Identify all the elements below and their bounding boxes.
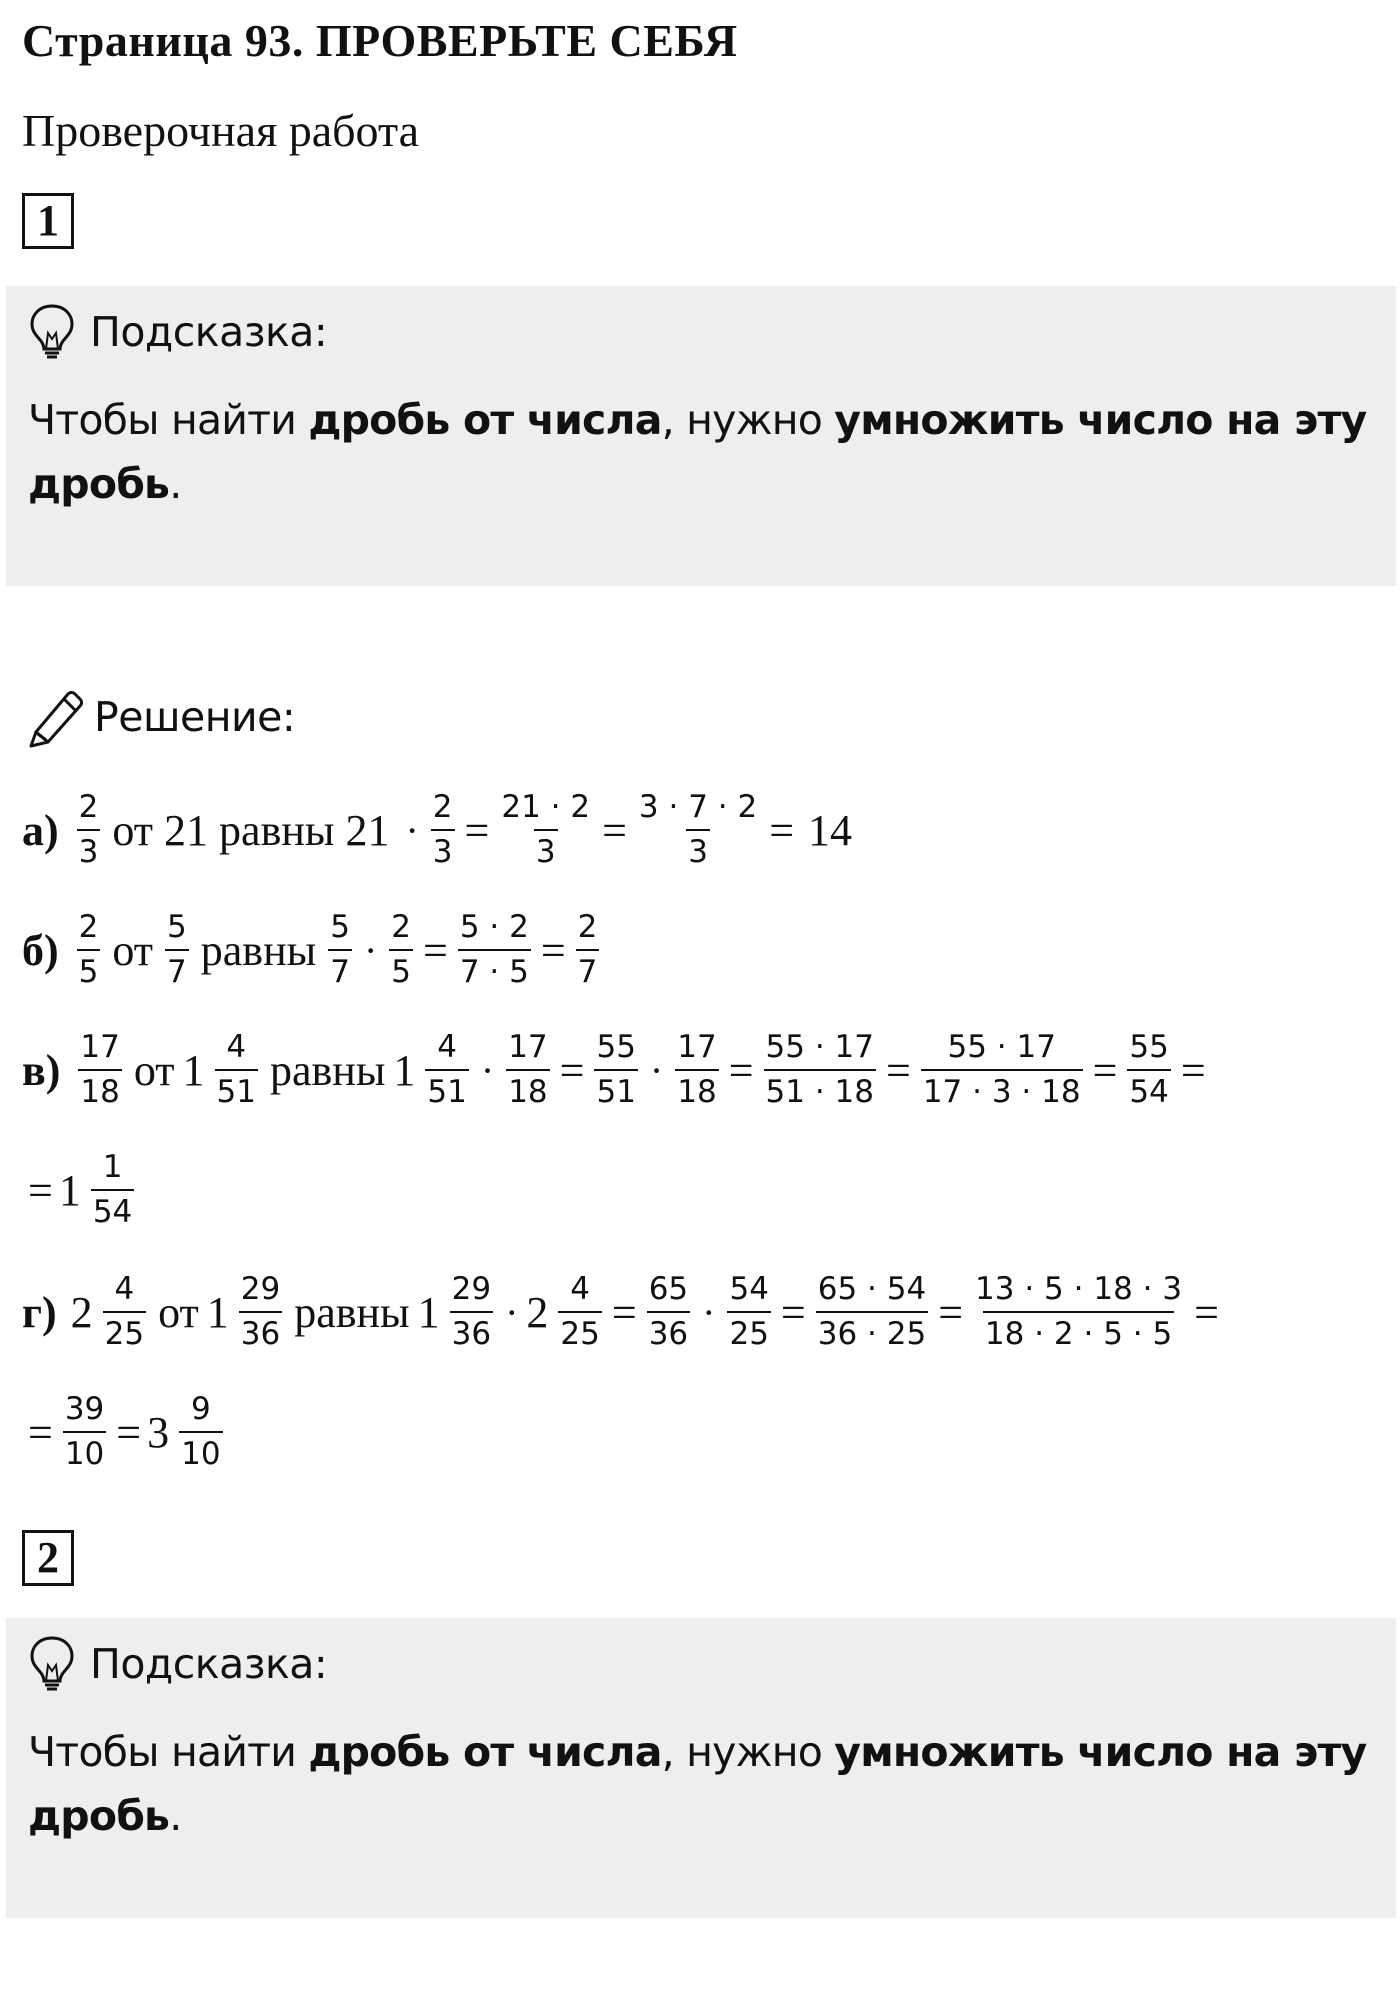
hint-label: Подсказка: xyxy=(90,308,328,356)
denominator: 54 xyxy=(1127,1069,1170,1108)
equals-sign: = xyxy=(559,1045,585,1095)
denominator: 5 xyxy=(77,949,101,988)
task-number-2: 2 xyxy=(22,1530,74,1586)
fraction xyxy=(77,789,101,870)
denominator: 18 · 2 · 5 · 5 xyxy=(983,1311,1174,1350)
numerator: 2 xyxy=(78,909,99,945)
hint-text: Чтобы найти дробь от числа, нужно умножить число на эту дробь. xyxy=(28,396,1367,508)
numerator: 5 · 2 xyxy=(459,909,529,945)
numerator: 29 xyxy=(240,1271,281,1307)
numerator: 29 xyxy=(451,1271,492,1307)
numerator: 55 xyxy=(596,1029,636,1065)
equals-sign: = xyxy=(1092,1045,1118,1095)
item-label: в) xyxy=(22,1045,61,1095)
denominator: 36 xyxy=(450,1311,493,1350)
task-number-1: 1 xyxy=(22,193,74,249)
math-text: равны xyxy=(294,1287,410,1337)
equals-sign: = xyxy=(602,805,627,855)
fraction xyxy=(389,909,413,990)
numerator: 9 xyxy=(190,1391,211,1427)
equals-sign: = xyxy=(540,925,566,975)
whole-part: 3 xyxy=(147,1407,170,1457)
mixed-number xyxy=(58,1149,138,1230)
fraction xyxy=(816,1271,928,1352)
mixed-number xyxy=(417,1271,497,1352)
denominator: 54 xyxy=(91,1189,134,1228)
multiply-dot: · xyxy=(480,1047,495,1093)
whole-part: 1 xyxy=(393,1045,416,1095)
numerator: 4 xyxy=(437,1029,457,1065)
equals-sign: = xyxy=(28,1165,53,1215)
denominator: 18 xyxy=(78,1069,121,1108)
mixed-number xyxy=(70,1271,150,1352)
fraction xyxy=(637,789,759,870)
hint-bold-2: умножить число на эту дробь xyxy=(28,1728,1367,1840)
numerator: 2 xyxy=(391,909,411,945)
hint-label: Подсказка: xyxy=(90,1640,328,1688)
math-text: равны xyxy=(200,925,317,975)
fraction xyxy=(78,1029,121,1110)
denominator: 7 · 5 xyxy=(458,949,531,988)
denominator: 17 · 3 · 18 xyxy=(921,1069,1083,1108)
solution-line-g xyxy=(22,1262,1225,1362)
mixed-number xyxy=(182,1029,262,1110)
solution-line-a xyxy=(22,780,860,880)
whole-part: 2 xyxy=(526,1287,549,1337)
numerator: 65 · 54 xyxy=(817,1271,927,1307)
solution-line-b xyxy=(22,900,603,1000)
fraction xyxy=(328,909,352,990)
solution-header xyxy=(26,686,295,748)
denominator: 51 xyxy=(425,1069,468,1108)
multiply-dot: · xyxy=(405,807,419,853)
equals-sign: = xyxy=(728,1045,754,1095)
fraction xyxy=(215,1029,258,1110)
fraction xyxy=(1127,1029,1170,1110)
fraction xyxy=(91,1149,134,1230)
denominator: 3 xyxy=(686,829,710,868)
hint-bold-1: дробь от числа xyxy=(308,1728,662,1776)
solution-line-g-cont xyxy=(22,1382,227,1482)
multiply-dot: · xyxy=(649,1047,664,1093)
denominator: 51 · 18 xyxy=(764,1069,876,1108)
fraction xyxy=(594,1029,637,1110)
fraction xyxy=(431,789,455,870)
denominator: 10 xyxy=(179,1431,222,1470)
hint-header xyxy=(28,302,1396,362)
multiply-dot: · xyxy=(363,927,378,973)
multiply-dot: · xyxy=(505,1289,519,1335)
equals-sign: = xyxy=(611,1287,637,1337)
denominator: 36 · 25 xyxy=(816,1311,928,1350)
denominator: 3 xyxy=(534,829,558,868)
fraction xyxy=(239,1271,282,1352)
denominator: 36 xyxy=(239,1311,282,1350)
denominator: 25 xyxy=(103,1311,146,1350)
denominator: 25 xyxy=(558,1311,601,1350)
denominator: 51 xyxy=(215,1069,258,1108)
page-title: Страница 93. ПРОВЕРЬТЕ СЕБЯ xyxy=(22,15,738,66)
denominator: 7 xyxy=(165,949,189,988)
whole-part: 1 xyxy=(417,1287,440,1337)
numerator: 17 xyxy=(677,1029,717,1065)
numerator: 4 xyxy=(114,1271,135,1307)
numerator: 17 xyxy=(508,1029,548,1065)
fraction xyxy=(179,1391,222,1472)
equals-sign: = xyxy=(423,925,448,975)
hint-bold-2: умножить число на эту дробь xyxy=(28,396,1367,508)
lightbulb-icon xyxy=(28,1635,76,1693)
fraction xyxy=(675,1029,718,1110)
mixed-number xyxy=(526,1271,605,1352)
denominator: 36 xyxy=(647,1311,690,1350)
equals-sign: = xyxy=(28,1407,53,1457)
fraction xyxy=(425,1029,468,1110)
hint-header xyxy=(28,1634,1396,1694)
equals-sign: = xyxy=(1194,1287,1219,1337)
item-label: б) xyxy=(22,925,59,975)
numerator: 55 xyxy=(1129,1029,1169,1065)
numerator: 55 · 17 xyxy=(765,1029,874,1065)
whole-part: 2 xyxy=(70,1287,93,1337)
solution-line-v xyxy=(22,1020,1212,1120)
math-text: от xyxy=(133,1045,175,1095)
fraction xyxy=(973,1271,1184,1352)
numerator: 1 xyxy=(102,1149,123,1185)
equals-sign: = xyxy=(938,1287,964,1337)
equals-sign: = xyxy=(116,1407,142,1457)
denominator: 10 xyxy=(63,1431,106,1470)
numerator: 4 xyxy=(570,1271,590,1307)
item-label: а) xyxy=(22,805,59,855)
fraction xyxy=(506,1029,549,1110)
numerator: 4 xyxy=(226,1029,247,1065)
denominator: 25 xyxy=(727,1311,770,1350)
pencil-icon xyxy=(26,686,88,748)
whole-part: 1 xyxy=(206,1287,229,1337)
fraction xyxy=(764,1029,876,1110)
numerator: 21 · 2 xyxy=(501,789,591,825)
item-label: г) xyxy=(22,1287,57,1337)
equals-sign: = xyxy=(1180,1045,1206,1095)
whole-part: 1 xyxy=(58,1165,81,1215)
math-text: от 21 равны 21 xyxy=(112,805,390,855)
mixed-number xyxy=(393,1029,472,1110)
denominator: 18 xyxy=(675,1069,718,1108)
denominator: 3 xyxy=(431,829,455,868)
numerator: 13 · 5 · 18 · 3 xyxy=(975,1271,1183,1307)
numerator: 5 xyxy=(167,909,187,945)
fraction xyxy=(165,909,189,990)
denominator: 3 xyxy=(77,829,101,868)
numerator: 65 xyxy=(648,1271,689,1307)
mixed-number xyxy=(206,1271,286,1352)
math-text: 14 xyxy=(808,805,853,855)
numerator: 2 xyxy=(432,789,453,825)
multiply-dot: · xyxy=(702,1289,716,1335)
lightbulb-icon xyxy=(28,303,76,361)
numerator: 5 xyxy=(330,909,350,945)
mixed-number xyxy=(147,1391,226,1472)
fraction xyxy=(77,909,101,990)
hint-bold-1: дробь от числа xyxy=(308,396,662,444)
fraction xyxy=(450,1271,493,1352)
equals-sign: = xyxy=(769,805,795,855)
denominator: 5 xyxy=(389,949,413,988)
fraction xyxy=(727,1271,770,1352)
fraction xyxy=(921,1029,1083,1110)
equals-sign: = xyxy=(886,1045,911,1095)
numerator: 2 xyxy=(78,789,99,825)
math-text: равны xyxy=(269,1045,386,1095)
hint-box-2 xyxy=(6,1618,1396,1918)
math-text: от xyxy=(158,1287,199,1337)
math-text: от xyxy=(112,925,154,975)
fraction xyxy=(103,1271,146,1352)
numerator: 39 xyxy=(64,1391,105,1427)
solution-line-v-cont xyxy=(22,1140,138,1240)
denominator: 51 xyxy=(594,1069,637,1108)
fraction xyxy=(499,789,592,870)
fraction xyxy=(558,1271,601,1352)
denominator: 7 xyxy=(576,949,600,988)
fraction xyxy=(458,909,531,990)
numerator: 2 xyxy=(577,909,598,945)
numerator: 3 · 7 · 2 xyxy=(638,789,758,825)
denominator: 18 xyxy=(506,1069,549,1108)
denominator: 7 xyxy=(328,949,352,988)
fraction xyxy=(647,1271,690,1352)
fraction xyxy=(63,1391,106,1472)
numerator: 17 xyxy=(80,1029,120,1065)
equals-sign: = xyxy=(464,805,490,855)
fraction xyxy=(576,909,600,990)
hint-box-1 xyxy=(6,286,1396,586)
whole-part: 1 xyxy=(182,1045,205,1095)
numerator: 55 · 17 xyxy=(947,1029,1056,1065)
solution-label: Решение: xyxy=(94,693,296,741)
hint-text: Чтобы найти дробь от числа, нужно умножить число на эту дробь. xyxy=(28,1728,1367,1840)
equals-sign: = xyxy=(780,1287,806,1337)
numerator: 54 xyxy=(729,1271,769,1307)
page-subtitle: Проверочная работа xyxy=(22,105,420,156)
